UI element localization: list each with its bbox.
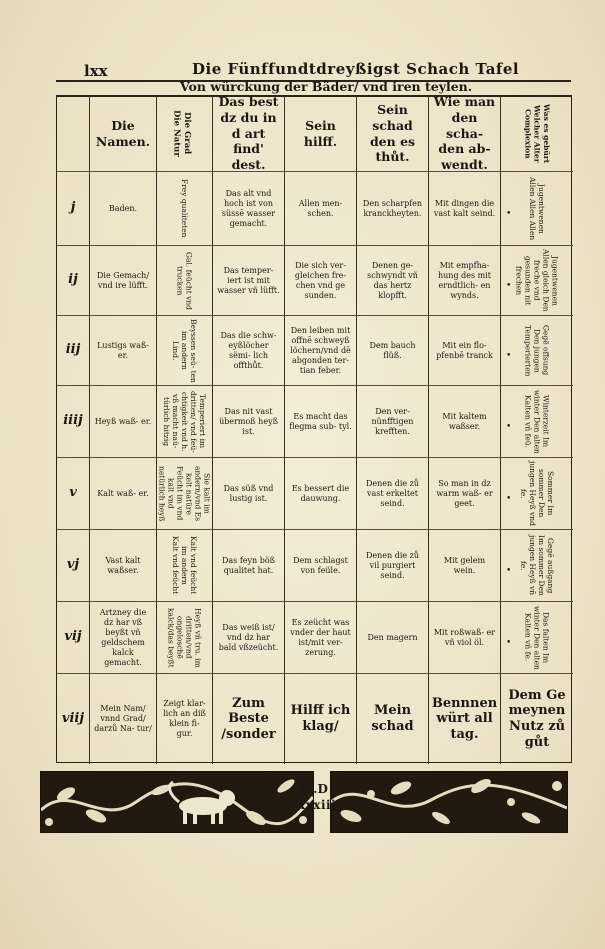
row-natur-grad — [157, 386, 213, 458]
row-complexion-text: Sommer Im sommer Den jungen Heyß vnd fe. — [519, 461, 555, 526]
row-schad: Den scharpfen kranckheyten. — [357, 172, 429, 246]
row-grad: Kalt vnd feücht im andern — [180, 536, 198, 595]
row-abwenden: Mit roßwaß- er vñ viol öl. — [429, 602, 501, 674]
row-number: vij — [57, 602, 90, 674]
row-complexion — [501, 458, 573, 530]
row-hilff: Allen men- schen. — [285, 172, 357, 246]
row-best: Das nit vast übermoß heyß ist. — [213, 386, 285, 458]
row-natur-grad — [157, 530, 213, 602]
row-natur: Lind. — [171, 340, 180, 361]
row-number: v — [57, 458, 90, 530]
row-natur: Heyß vñ tru. im dritten/vnd ongeloschē kalck/das beyßt — [166, 607, 203, 668]
col-header-number — [57, 96, 90, 172]
row-schad: Denen die zů vil purgiert seind. — [357, 530, 429, 602]
folio-number: lxx — [84, 62, 108, 80]
row-complexion: Dem Ge meynen Nutz zů gůt — [508, 687, 566, 750]
row-number: viij — [57, 674, 90, 764]
bullet-dot: • — [506, 421, 512, 432]
row-complexion — [501, 172, 573, 246]
row-natur: Zeigt klar- lich an diß klein fi- gur. — [157, 674, 213, 764]
row-number: iiij — [57, 386, 90, 458]
row-number: ij — [57, 246, 90, 316]
row-complexion-text: Das falten Im winter Den alten Kalten vñ fe. — [523, 605, 551, 670]
row-number: iij — [57, 316, 90, 386]
bullet-dot: • — [506, 350, 512, 361]
row-complexion — [501, 246, 573, 316]
row-abwenden: Mit kaltem waßser. — [429, 386, 501, 458]
row-natur: Temperiert im dritten/ vnd feü- chtigkeit vnd h. vß macht naü- türlich hitzig — [162, 390, 207, 453]
col-header-grad: Die Grad — [182, 112, 193, 155]
row-natur-grad — [157, 246, 213, 316]
row-name: Mein Nam/ vnnd Grad/ darzů Na- tur/ — [90, 674, 157, 764]
row-schad: Denen ge- schwyndt vñ das hertz klopfft. — [357, 246, 429, 316]
row-abwenden: Mit dingen die vast kalt seind. — [429, 172, 501, 246]
row-abwenden: Bennnen würt all tag. — [429, 674, 501, 764]
row-schad: Mein schad — [357, 674, 429, 764]
row-natur: Kalt vnd feücht — [171, 536, 180, 595]
row-abwenden: Mit empfha- hung des mit erndtlich- en wynds. — [429, 246, 501, 316]
lion-figure-icon — [170, 782, 235, 824]
page-subtitle: Von würckung der Bäder/ vnd iren teylen. — [180, 79, 473, 94]
row-name: Vast kalt waßser. — [90, 530, 157, 602]
date-line-1: M.D — [300, 782, 328, 796]
row-abwenden: Mit gelem wein. — [429, 530, 501, 602]
bullet-dot: • — [506, 493, 512, 504]
row-best: Das temper- iert ist mit wasser vñ lüfft. — [213, 246, 285, 316]
row-complexion — [501, 316, 573, 386]
row-complexion-text: Jugentwenen Allen gleich Den freche vnd gesunden nit frechen — [514, 249, 560, 312]
date-line-2: xxxiij — [298, 798, 336, 812]
row-best: Das alt vnd hoch ist von süssē wasser gemacht. — [213, 172, 285, 246]
woodcut-border-right — [330, 771, 568, 833]
row-hilff: Es zeücht was vnder der haut ist/mit ver- zerung. — [285, 602, 357, 674]
row-hilff: Die sich ver- gleichen fre- chen vnd ge sunden. — [285, 246, 357, 316]
row-complexion-text: Gegē außgang Im sommer Den jungen Heyß vñ fe. — [519, 535, 555, 596]
row-schad: Dem bauch flüß. — [357, 316, 429, 386]
row-best: Das feyn böß qualitet hat. — [213, 530, 285, 602]
row-number: j — [57, 172, 90, 246]
vine-ornament-left-icon — [41, 772, 313, 832]
row-abwenden: So man in dz warm waß- er geet. — [429, 458, 501, 530]
row-complexion-text: Jugentwenen Allen Allen Allen — [528, 176, 546, 241]
row-name: Die Gemach/ vnd ire lüfft. — [90, 246, 157, 316]
row-best: Zum Beste /sonder — [213, 674, 285, 764]
row-name: Kalt waß- er. — [90, 458, 157, 530]
row-number: vj — [57, 530, 90, 602]
page-title: Die Fünffundtdreyßigst Schach Tafel — [192, 60, 520, 78]
row-natur-grad — [157, 602, 213, 674]
col-header-natur: Die Natur — [171, 110, 182, 157]
bullet-dot: • — [506, 208, 512, 219]
row-hilff: Dem schlagst von feüle. — [285, 530, 357, 602]
row-schad: Den magern — [357, 602, 429, 674]
row-natur: Frey qualiteten — [180, 179, 189, 238]
bullet-dot: • — [506, 280, 512, 291]
row-abwenden: Mit ein flo- pfenbē tranck — [429, 316, 501, 386]
row-natur-grad — [157, 316, 213, 386]
row-natur-grad — [157, 172, 213, 246]
col-header-natur-grad — [157, 96, 213, 172]
row-complexion — [501, 602, 573, 674]
row-hilff: Hilff ich klag/ — [285, 674, 357, 764]
row-name: Heyß waß- er. — [90, 386, 157, 458]
col-header-schad: Sein schad den es thůt. — [357, 96, 429, 172]
row-schad: Den ver- nünfftigen krefften. — [357, 386, 429, 458]
row-grad: Sie kalt im andern/vnd Es kelt natüre — [184, 465, 212, 522]
row-name: Artzney die dz har vß beyßt vñ geldschem kalck gemacht. — [90, 602, 157, 674]
row-hilff: Den leiben mit offnē schweyß löchern/vnd dē abgonden ter- tian feber. — [285, 316, 357, 386]
row-best: Das weiß ist/ vnd dz har bald vßzeücht. — [213, 602, 285, 674]
row-natur: Gal. feücht vnd trucken — [175, 251, 194, 310]
row-complexion — [501, 386, 573, 458]
row-hilff: Es macht das flegma sub- tyl. — [285, 386, 357, 458]
col-header-complexion — [501, 96, 573, 172]
row-schad: Denen die zů vast erkeltet seind. — [357, 458, 429, 530]
bullet-dot: • — [506, 637, 512, 648]
col-header-abwenden: Wie man den scha- den ab- wendt. — [429, 96, 501, 172]
tafel-table — [56, 95, 572, 763]
col-header-beste: Das best dz du in d art find' dest. — [213, 96, 285, 172]
row-natur: Feücht im vnd kalt vnd natürlich heyß — [157, 465, 185, 522]
woodcut-border-left — [40, 771, 314, 833]
col-header-complexion-text: Was es gebürt Welcher Alter Complexion — [523, 103, 552, 164]
col-header-namen: Die Namen. — [90, 96, 157, 172]
row-name: Baden. — [90, 172, 157, 246]
row-best: Das süß vnd lustig ist. — [213, 458, 285, 530]
row-grad: Beyssen seü- ten im andern — [180, 318, 198, 383]
row-complexion-text: Winterzeit Im winter Den alten Kalten vñ feü. — [523, 389, 551, 454]
row-complexion — [501, 530, 573, 602]
row-best: Das die schw- eyßlöcher sëmi- lich offthůt. — [213, 316, 285, 386]
col-header-hilff: Sein hilff. — [285, 96, 357, 172]
row-hilff: Es bessert die dauwung. — [285, 458, 357, 530]
row-natur-grad — [157, 458, 213, 530]
bullet-dot: • — [506, 565, 512, 576]
vine-ornament-right-icon — [331, 772, 567, 832]
row-complexion-text: Gegē offsung Den jungen Temperierten — [523, 324, 551, 377]
row-name: Lustigs waß- er. — [90, 316, 157, 386]
